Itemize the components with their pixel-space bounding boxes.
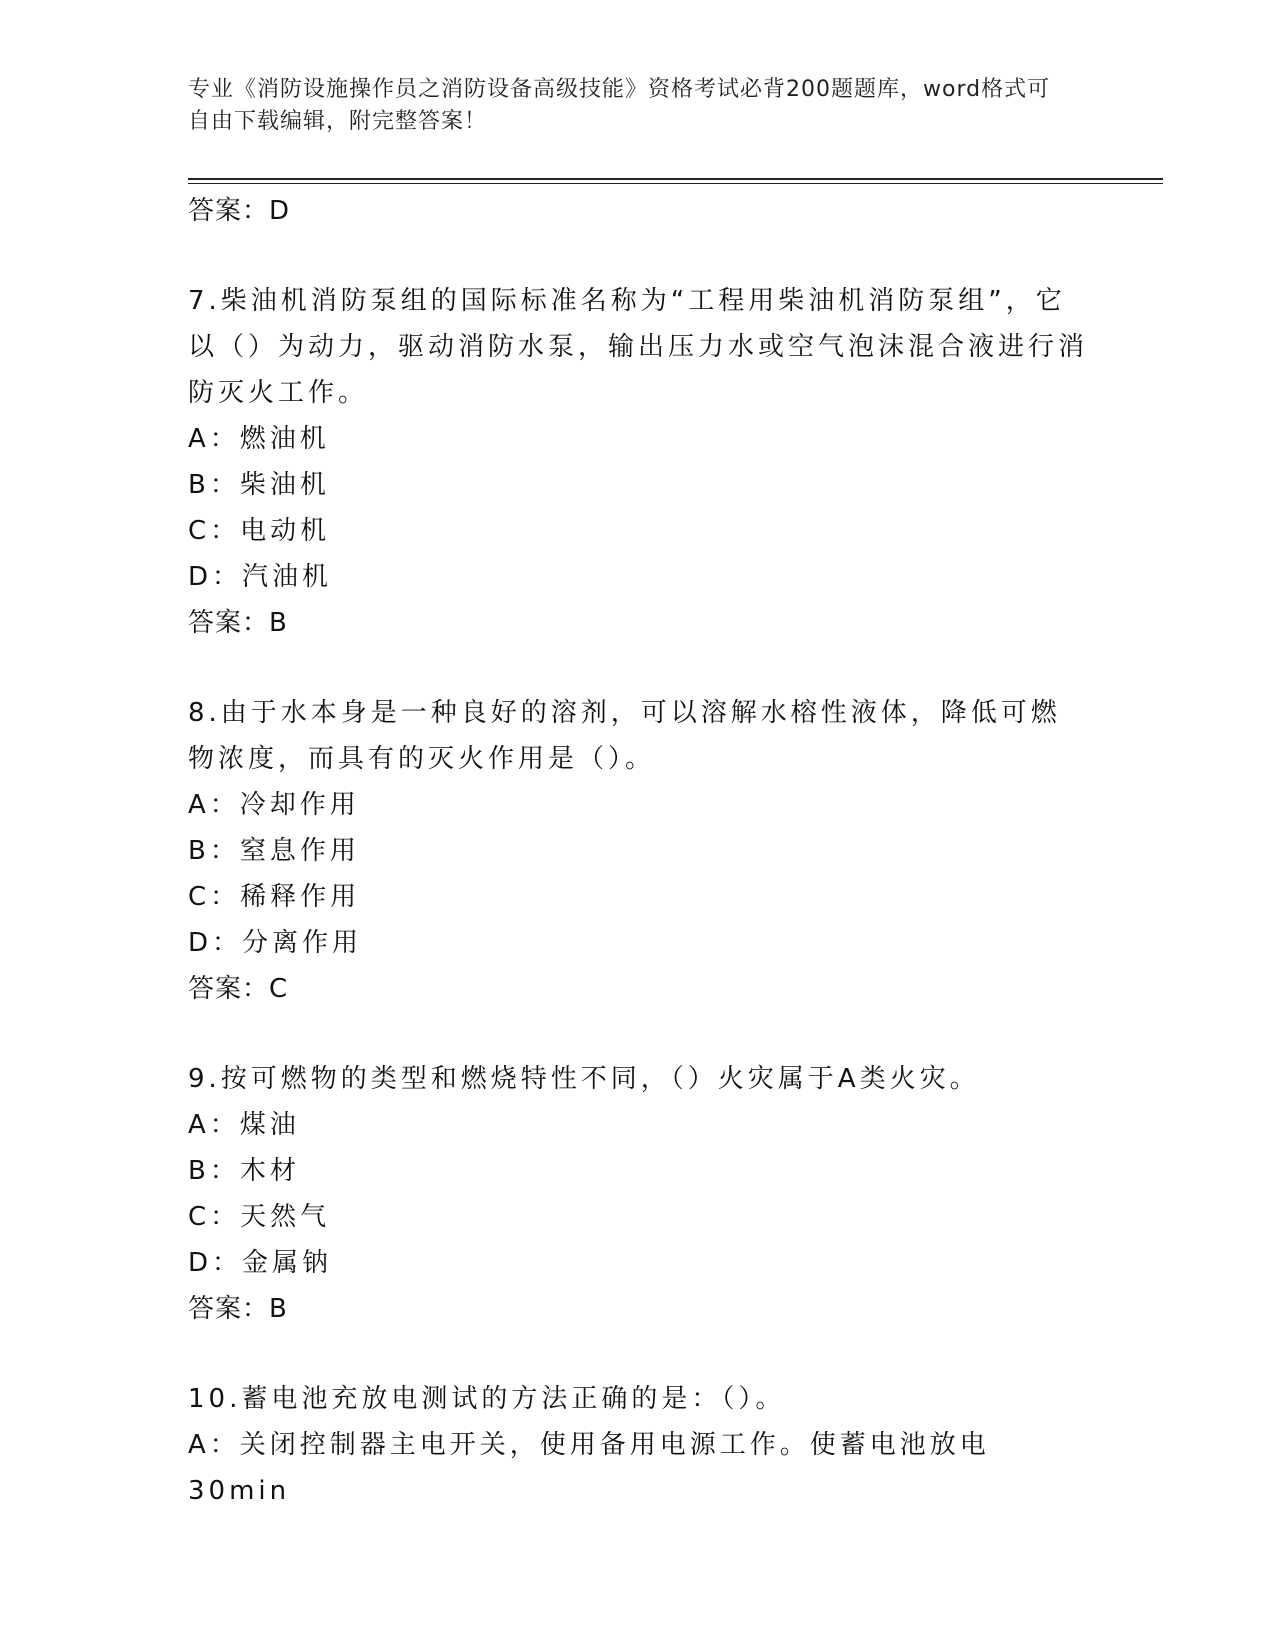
- option-d: D：金属钠: [188, 1248, 333, 1278]
- question-stem: 8.由于水本身是一种良好的溶剂，可以溶解水榕性液体，降低可燃物浓度，而具有的灭火作用是（）。: [188, 698, 1061, 774]
- option-a: A：关闭控制器主电开关，使用备用电源工作。使蓄电池放电30min: [188, 1430, 990, 1506]
- option-b: B：柴油机: [188, 470, 330, 500]
- option-a: A：冷却作用: [188, 790, 360, 820]
- answer-line: 答案：B: [188, 1294, 288, 1324]
- answer-line: 答案：D: [188, 196, 291, 226]
- option-c: C：天然气: [188, 1202, 331, 1232]
- document-header: 专业《消防设施操作员之消防设备高级技能》资格考试必背200题题库，word格式可自由下载编辑，附完整答案！: [188, 77, 1051, 134]
- question-stem: 7.柴油机消防泵组的国际标准名称为“工程用柴油机消防泵组”，它以（）为动力，驱动消防水泵，输出压力水或空气泡沫混合液进行消防灭火工作。: [188, 286, 1089, 408]
- header-divider-thin: [188, 183, 1163, 184]
- question-stem: 10.蓄电池充放电测试的方法正确的是：（）。: [188, 1384, 786, 1414]
- option-c: C：稀释作用: [188, 882, 361, 912]
- option-a: A：煤油: [188, 1110, 300, 1140]
- answer-line: 答案：B: [188, 608, 288, 638]
- option-c: C：电动机: [188, 516, 331, 546]
- option-a: A：燃油机: [188, 424, 330, 454]
- option-b: B：窒息作用: [188, 836, 360, 866]
- option-d: D：汽油机: [188, 562, 333, 592]
- answer-line: 答案：C: [188, 974, 289, 1004]
- question-list: [188, 188, 1089, 1506]
- option-d: D：分离作用: [188, 928, 363, 958]
- question-stem: 9.按可燃物的类型和燃烧特性不同，（）火灾属于A类火灾。: [188, 1064, 980, 1094]
- option-b: B：木材: [188, 1156, 300, 1186]
- header-divider: [188, 178, 1163, 180]
